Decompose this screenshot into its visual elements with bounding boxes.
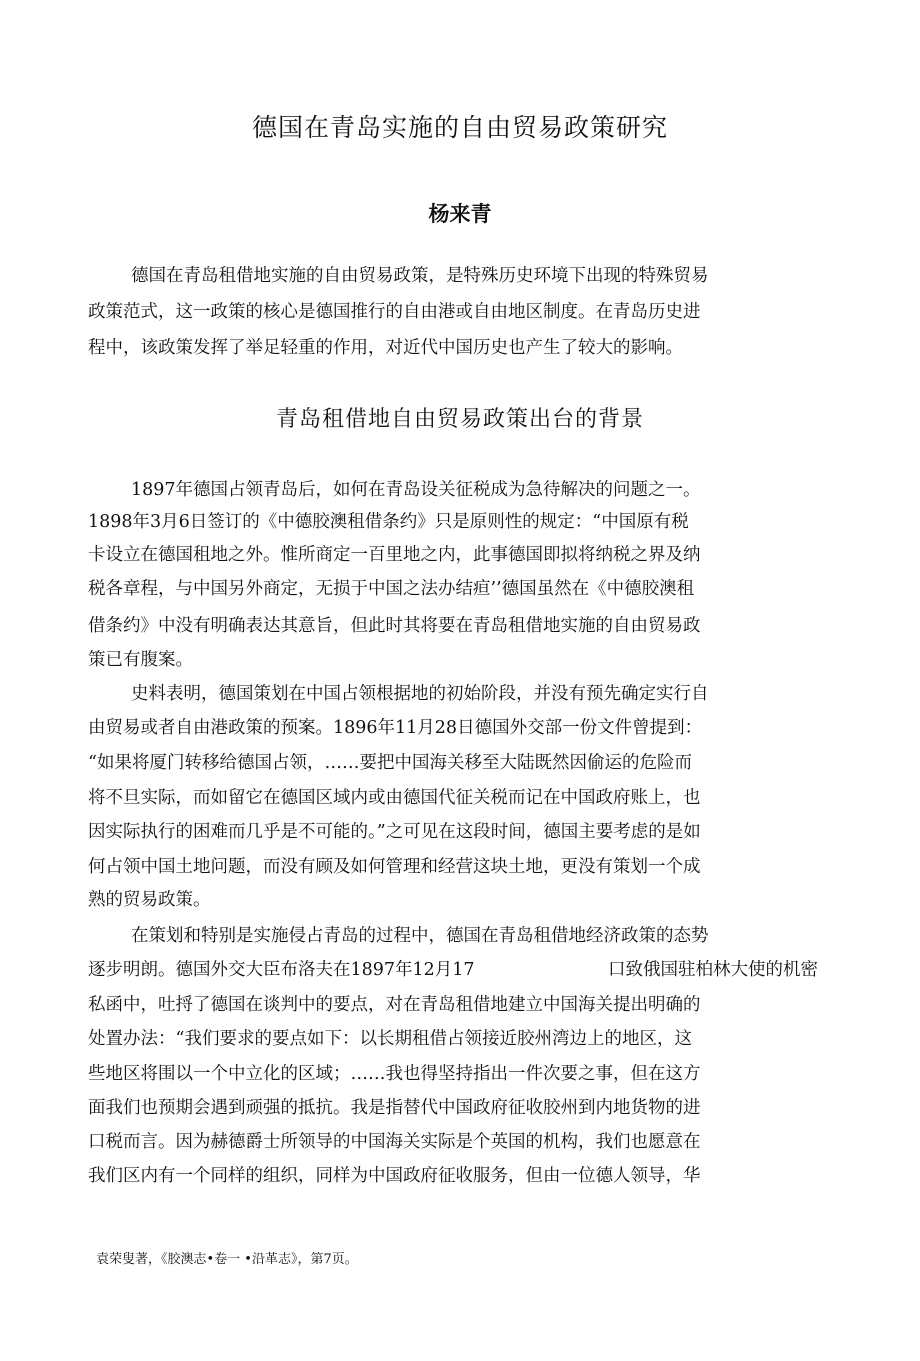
body-line: 在策划和特别是实施侵占青岛的过程中，德国在青岛租借地经济政策的态势 <box>131 926 709 946</box>
body-line: 1898年3月6日签订的《中德胶澳租借条约》只是原则性的规定：“中国原有税 <box>88 512 689 532</box>
body-line: 何占领中国土地问题，而没有顾及如何管理和经营这块土地，更没有策划一个成 <box>88 857 701 877</box>
body-line: 史料表明，德国策划在中国占领根据地的初始阶段，并没有预先确定实行自 <box>131 684 709 704</box>
body-line: 面我们也预期会遇到顽强的抵抗。我是指替代中国政府征收胶州到内地货物的进 <box>88 1098 701 1118</box>
body-line: 1897年德国占领青岛后，如何在青岛设关征税成为急待解决的问题之一。 <box>131 480 701 500</box>
body-line: 卡设立在德国租地之外。惟所商定一百里地之内，此事德国即拟将纳税之界及纳 <box>88 545 701 565</box>
body-line: 熟的贸易政策。 <box>88 890 211 910</box>
body-line: 借条约》中没有明确表达其意旨，但此时其将要在青岛租借地实施的自由贸易政 <box>88 616 701 636</box>
abstract-line: 政策范式，这一政策的核心是德国推行的自由港或自由地区制度。在青岛历史进 <box>88 302 701 322</box>
section-heading: 青岛租借地自由贸易政策出台的背景 <box>275 407 644 432</box>
body-line: 私函中，吐捋了德国在谈判中的要点，对在青岛租借地建立中国海关提出明确的 <box>88 995 701 1015</box>
body-line: 我们区内有一个同样的组织，同样为中国政府征收服务，但由一位德人领导，华 <box>88 1166 701 1186</box>
body-line: 口税而言。因为赫德爵士所领导的中国海关实际是个英国的机构，我们也愿意在 <box>88 1132 701 1152</box>
abstract-line: 德国在青岛租借地实施的自由贸易政策，是特殊历史环境下出现的特殊贸易 <box>131 266 709 286</box>
body-line: 税各章程，与中国另外商定，无损于中国之法办结疸’’德国虽然在《中德胶澳租 <box>88 579 695 599</box>
body-line: 处置办法：“我们要求的要点如下：以长期租借占领接近胶州湾边上的地区，这 <box>88 1029 692 1049</box>
paper-title: 德国在青岛实施的自由贸易政策研究 <box>251 113 668 142</box>
body-line: 因实际执行的困难而几乎是不可能的。”之可见在这段时间，德国主要考虑的是如 <box>88 822 701 842</box>
body-line: 策已有腹案。 <box>88 650 193 670</box>
author-name: 杨来青 <box>428 202 492 226</box>
body-line: 些地区将围以一个中立化的区域；……我也得坚持指出一件次要之事，但在这方 <box>88 1064 701 1084</box>
body-line: 由贸易或者自由港政策的预案。1896年11月28日德国外交部一份文件曾提到： <box>88 718 703 738</box>
body-line: 将不旦实际，而如留它在德国区域内或由德国代征关税而记在中国政府账上，也 <box>88 788 701 808</box>
abstract-line: 程中，该政策发挥了举足轻重的作用，对近代中国历史也产生了较大的影响。 <box>88 338 683 358</box>
body-line: “如果将厦门转移给德国占领，……要把中国海关移至大陆既然因偷运的危险而 <box>88 753 692 773</box>
footnote: 袁荣叟著，《胶澳志•卷一 •沿革志》，第7页。 <box>96 1252 358 1267</box>
body-line: 口致俄国驻柏林大使的机密 <box>608 960 818 980</box>
body-line: 逐步明朗。德国外交大臣布洛夫在1897年12月17 <box>88 960 475 980</box>
